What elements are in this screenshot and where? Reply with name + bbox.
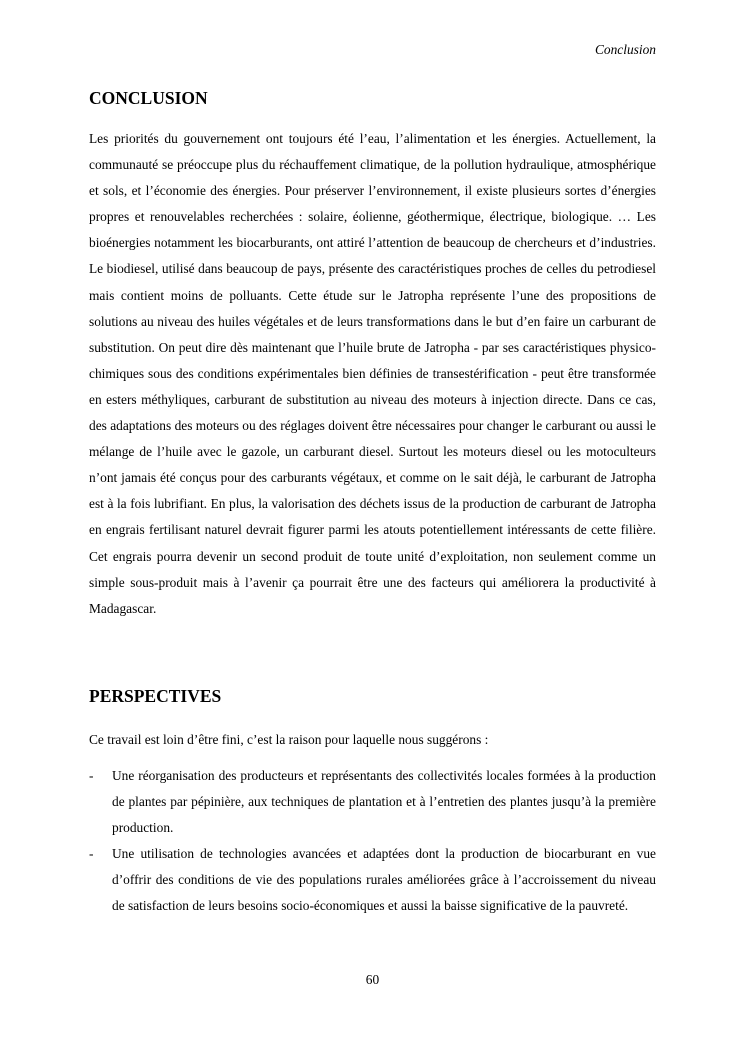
bullet-marker: -: [89, 846, 94, 862]
perspectives-list: [89, 763, 656, 920]
list-item: [89, 841, 656, 919]
perspectives-heading: PERSPECTIVES: [89, 686, 222, 706]
page-number: 60: [365, 972, 380, 987]
list-item-text: Une utilisation de technologies avancées et adaptées dont la production de biocarburant en vue d’offrir des conditions de vie des populations rurales améliorées grâce à l’accroissement du niveau de satisfaction de leurs besoins socio-économiques et aussi la baisse significative de la pauvreté.: [112, 846, 656, 914]
perspectives-intro: Ce travail est loin d’être fini, c’est la raison pour laquelle nous suggérons :: [89, 732, 489, 747]
running-header: Conclusion: [594, 42, 656, 57]
list-item-text: Une réorganisation des producteurs et représentants des collectivités locales formées à la production de plantes par pépinière, aux techniques de plantation et à l’entretien des plantes jusqu’à la première production.: [112, 768, 656, 836]
list-item: [89, 763, 656, 841]
conclusion-heading: CONCLUSION: [89, 88, 208, 108]
bullet-marker: -: [89, 768, 94, 783]
conclusion-paragraph: Les priorités du gouvernement ont toujours été l’eau, l’alimentation et les énergies. Actuellement, la communauté se préoccupe plus du réchauffement climatique, de la pollution hydraulique, atmosphérique et sols, et l’économie des énergies. Pour préserver l’environnement, il existe plusieurs sortes d’énergies propres et renouvelables recherchées : solaire, éolienne, géothermique, électrique, biologique. … Les bioénergies notamment les biocarburants, ont attiré l’attention de beaucoup de chercheurs et d’industries. Le biodiesel, utilisé dans beaucoup de pays, présente des caractéristiques proches de celles du petrodiesel mais contient moins de polluants. Cette étude sur le Jatropha représente l’une des propositions de solutions au niveau des huiles végétales et de leurs transformations dans le but d’en faire un carburant de substitution. On peut dire dès maintenant que l’huile brute de Jatropha - par ses caractéristiques physico-chimiques sous des conditions expérimentales bien définies de transestérification - peut être transformée en esters méthyliques, carburant de substitution au niveau des moteurs à injection directe. Dans ce cas, des adaptations des moteurs ou des réglages doivent être nécessaires pour changer le carburant ou aussi le mélange de l’huile avec le gazole, un carburant diesel. Surtout les moteurs diesel ou les motoculteurs n’ont jamais été conçus pour des carburants végétaux, et comme on le sait déjà, le carburant de Jatropha est à la fois lubrifiant. En plus, la valorisation des déchets issus de la production de carburant de Jatropha en engrais fertilisant naturel devrait figurer parmi les atouts potentiellement intéressants de cette filière. Cet engrais pourra devenir un second produit de toute unité d’exploitation, non seulement comme un simple sous-produit mais à l’avenir ça pourrait être une des facteurs qui améliorera la productivité à Madagascar.: [89, 131, 656, 616]
